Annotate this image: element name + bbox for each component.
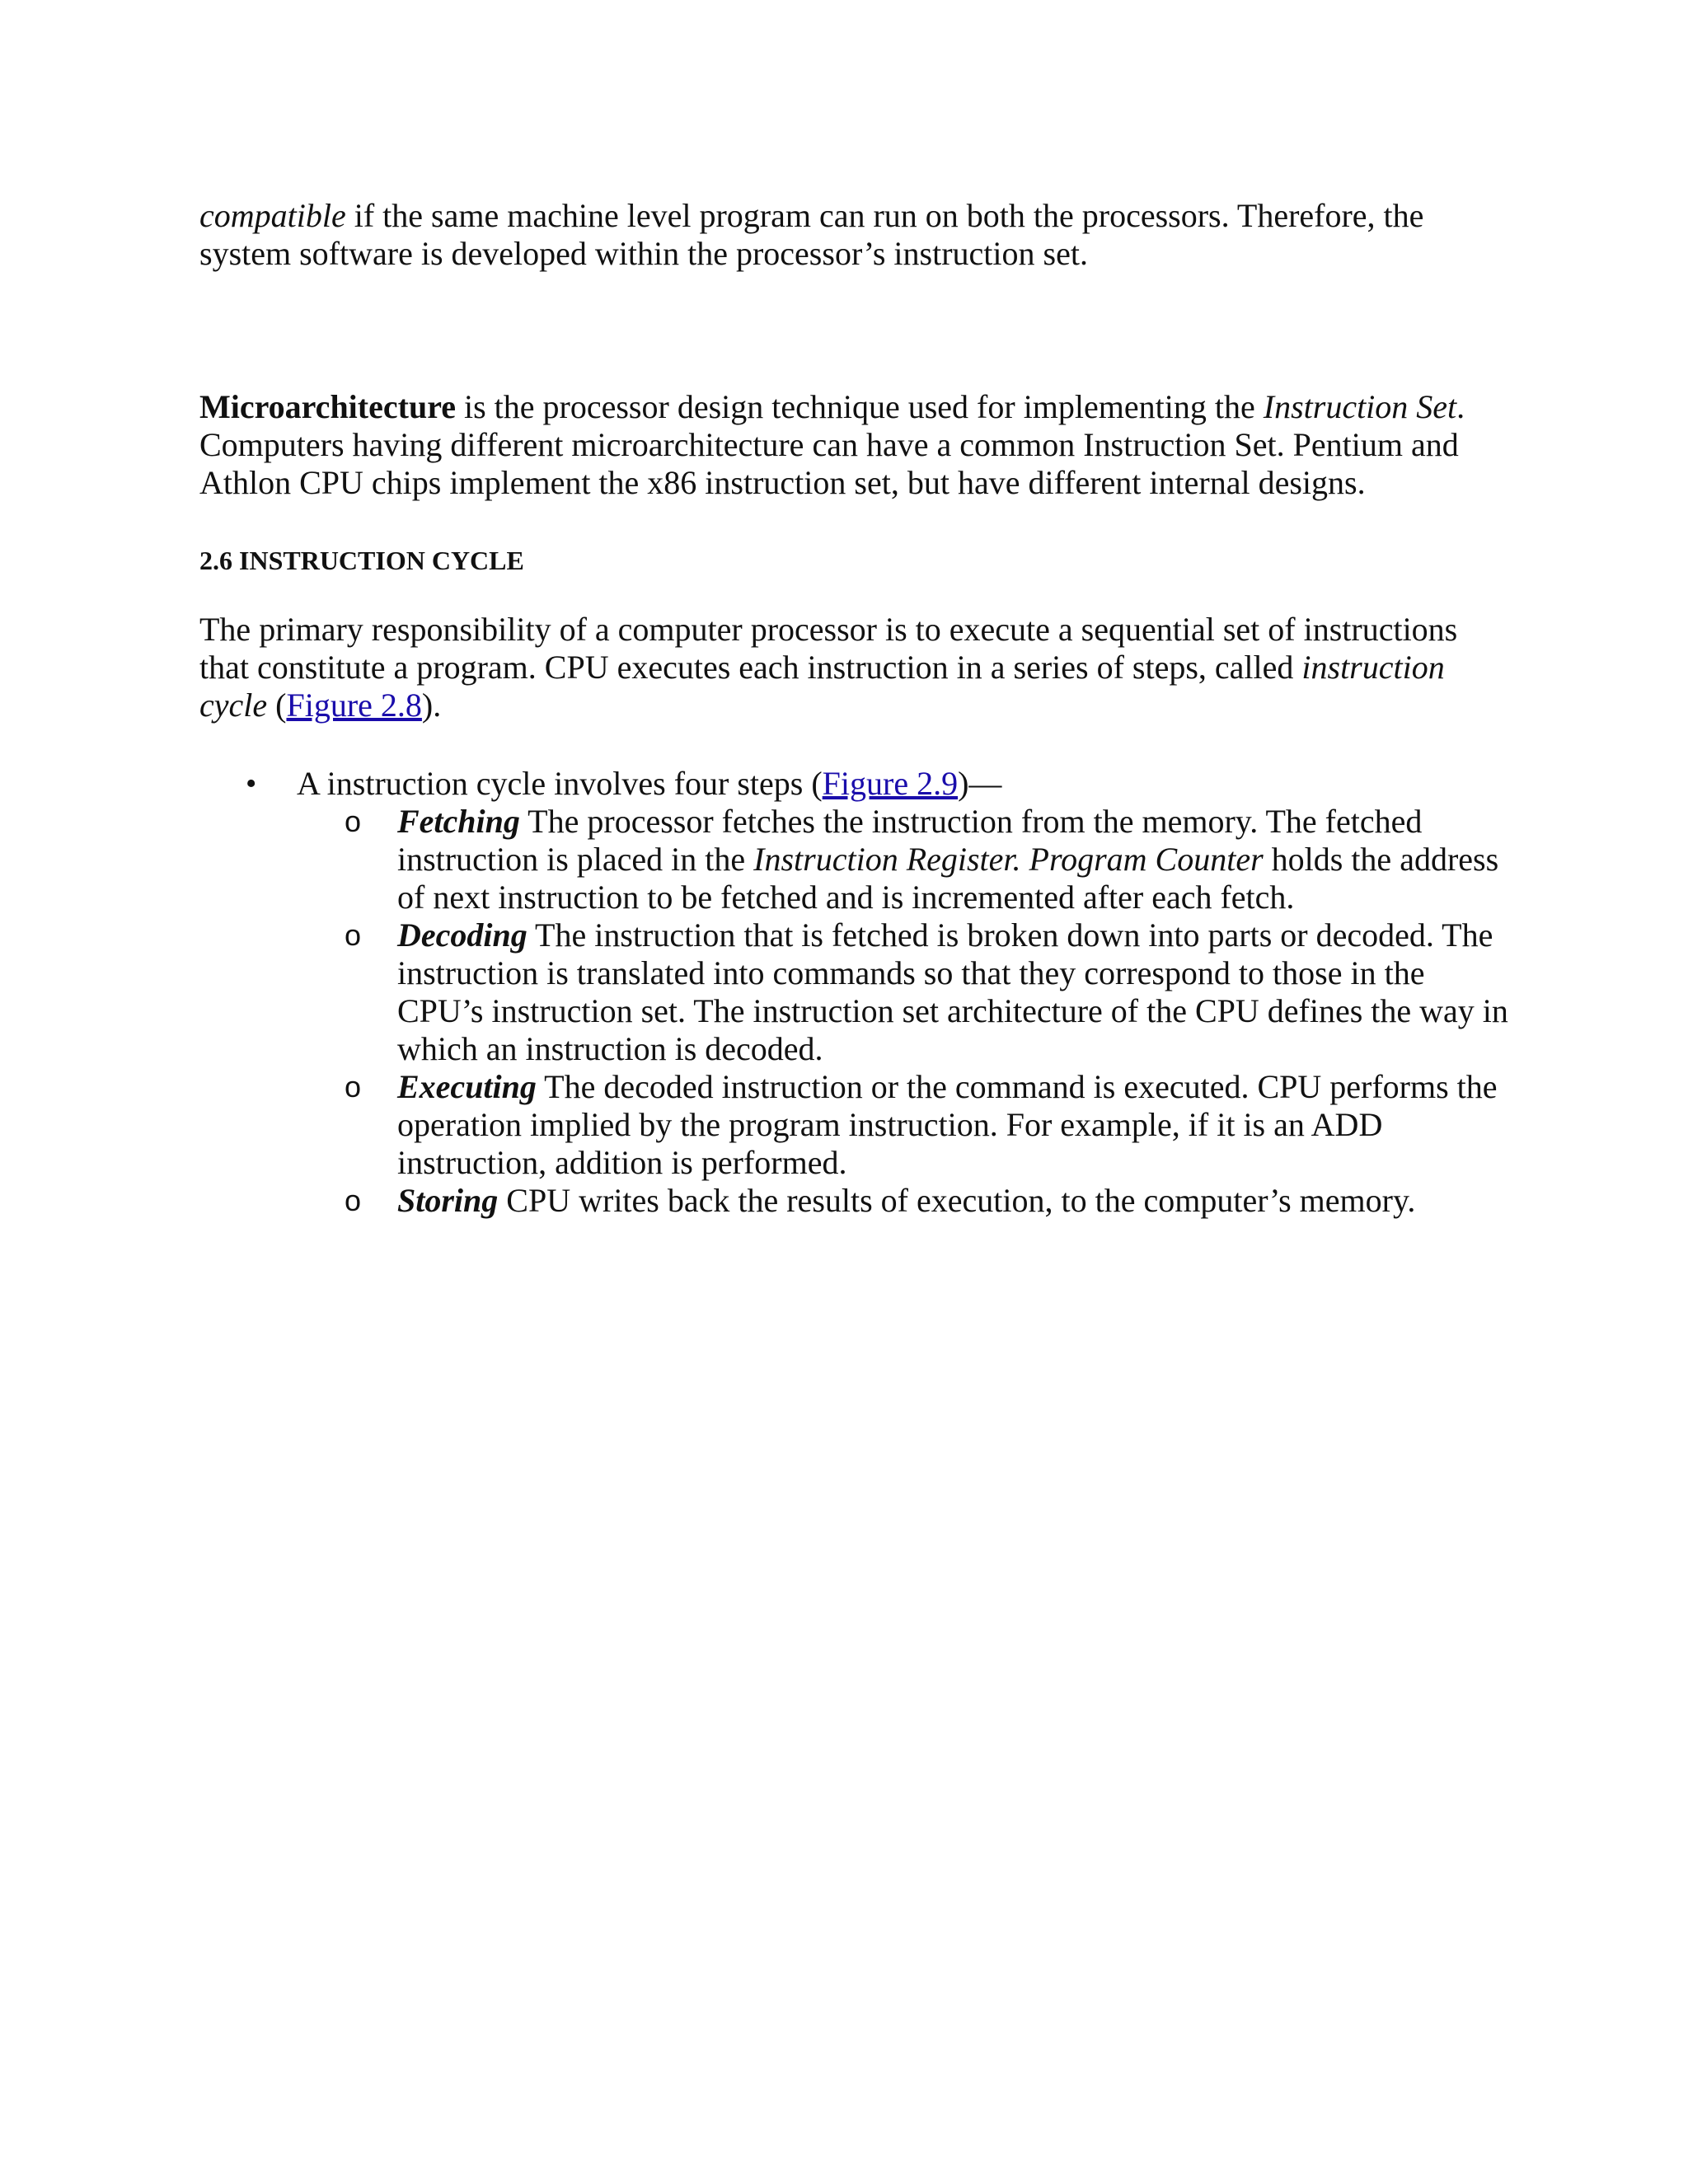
paragraph-text: ).	[421, 687, 442, 724]
step-text: holds the address of next instruction to be fetched and is incremented after each fetch.	[397, 841, 1499, 916]
sub-bullet-marker: o	[345, 1183, 362, 1217]
list-item-text: )—	[958, 765, 1002, 802]
paragraph-compatibility	[199, 197, 1493, 273]
step-text: The instruction that is fetched is broken down into parts or decoded. The instruction is translated into commands so that they correspond to those in the CPU’s instruction set. The instruction set architecture of the CPU defines the way in which an instruction is decoded.	[397, 916, 1508, 1067]
paragraph-text: . Computers having different microarchitecture can have a common Instruction Set. Pentium and Athlon CPU chips implement the x86 instruction set, but have different internal designs.	[199, 388, 1465, 501]
term-instruction-set: Instruction Set	[1263, 388, 1457, 425]
step-term: Fetching	[397, 803, 520, 840]
step-storing	[297, 1182, 1510, 1220]
step-fetching	[297, 803, 1510, 916]
steps-sublist	[297, 803, 1510, 1220]
step-term: Executing	[397, 1068, 537, 1105]
list-item	[199, 765, 1510, 1220]
term-microarchitecture: Microarchitecture	[199, 388, 456, 425]
term-compatible: compatible	[199, 197, 346, 234]
sub-bullet-marker: o	[345, 918, 362, 952]
paragraph-text: is the processor design technique used for implementing the	[455, 388, 1264, 425]
paragraph-microarchitecture	[199, 388, 1493, 502]
term-instruction-cycle: instruction cycle	[199, 649, 1445, 724]
step-executing	[297, 1068, 1510, 1182]
figure-2-9-link[interactable]: Figure 2.9	[822, 765, 959, 802]
step-text: CPU writes back the results of execution, to the computer’s memory.	[498, 1182, 1416, 1219]
instruction-cycle-list	[199, 765, 1510, 1220]
section-heading: 2.6 INSTRUCTION CYCLE	[199, 546, 524, 575]
step-decoding	[297, 916, 1510, 1068]
step-text: The processor fetches the instruction from the memory. The fetched instruction is placed in the	[397, 803, 1423, 878]
sub-bullet-marker: o	[345, 804, 362, 838]
step-text: The decoded instruction or the command is executed. CPU performs the operation implied by the program instruction. For example, if it is an ADD instruction, addition is performed.	[397, 1068, 1498, 1181]
list-item-text: A instruction cycle involves four steps (	[297, 765, 823, 802]
step-term: Decoding	[397, 916, 528, 954]
step-italic-text: Instruction Register. Program Counter	[753, 841, 1264, 878]
figure-2-8-link[interactable]: Figure 2.8	[286, 687, 422, 724]
bullet-marker: •	[246, 766, 257, 801]
paragraph-text: The primary responsibility of a computer processor is to execute a sequential set of instructions that constitute a program. CPU executes each instruction in a series of steps, called	[199, 611, 1458, 686]
paragraph-instruction-cycle	[199, 611, 1493, 724]
paragraph-text: if the same machine level program can run on both the processors. Therefore, the system software is developed within the processor’s instruction set.	[199, 197, 1424, 272]
paragraph-text: (	[267, 687, 287, 724]
step-term: Storing	[397, 1182, 499, 1219]
sub-bullet-marker: o	[345, 1070, 362, 1104]
